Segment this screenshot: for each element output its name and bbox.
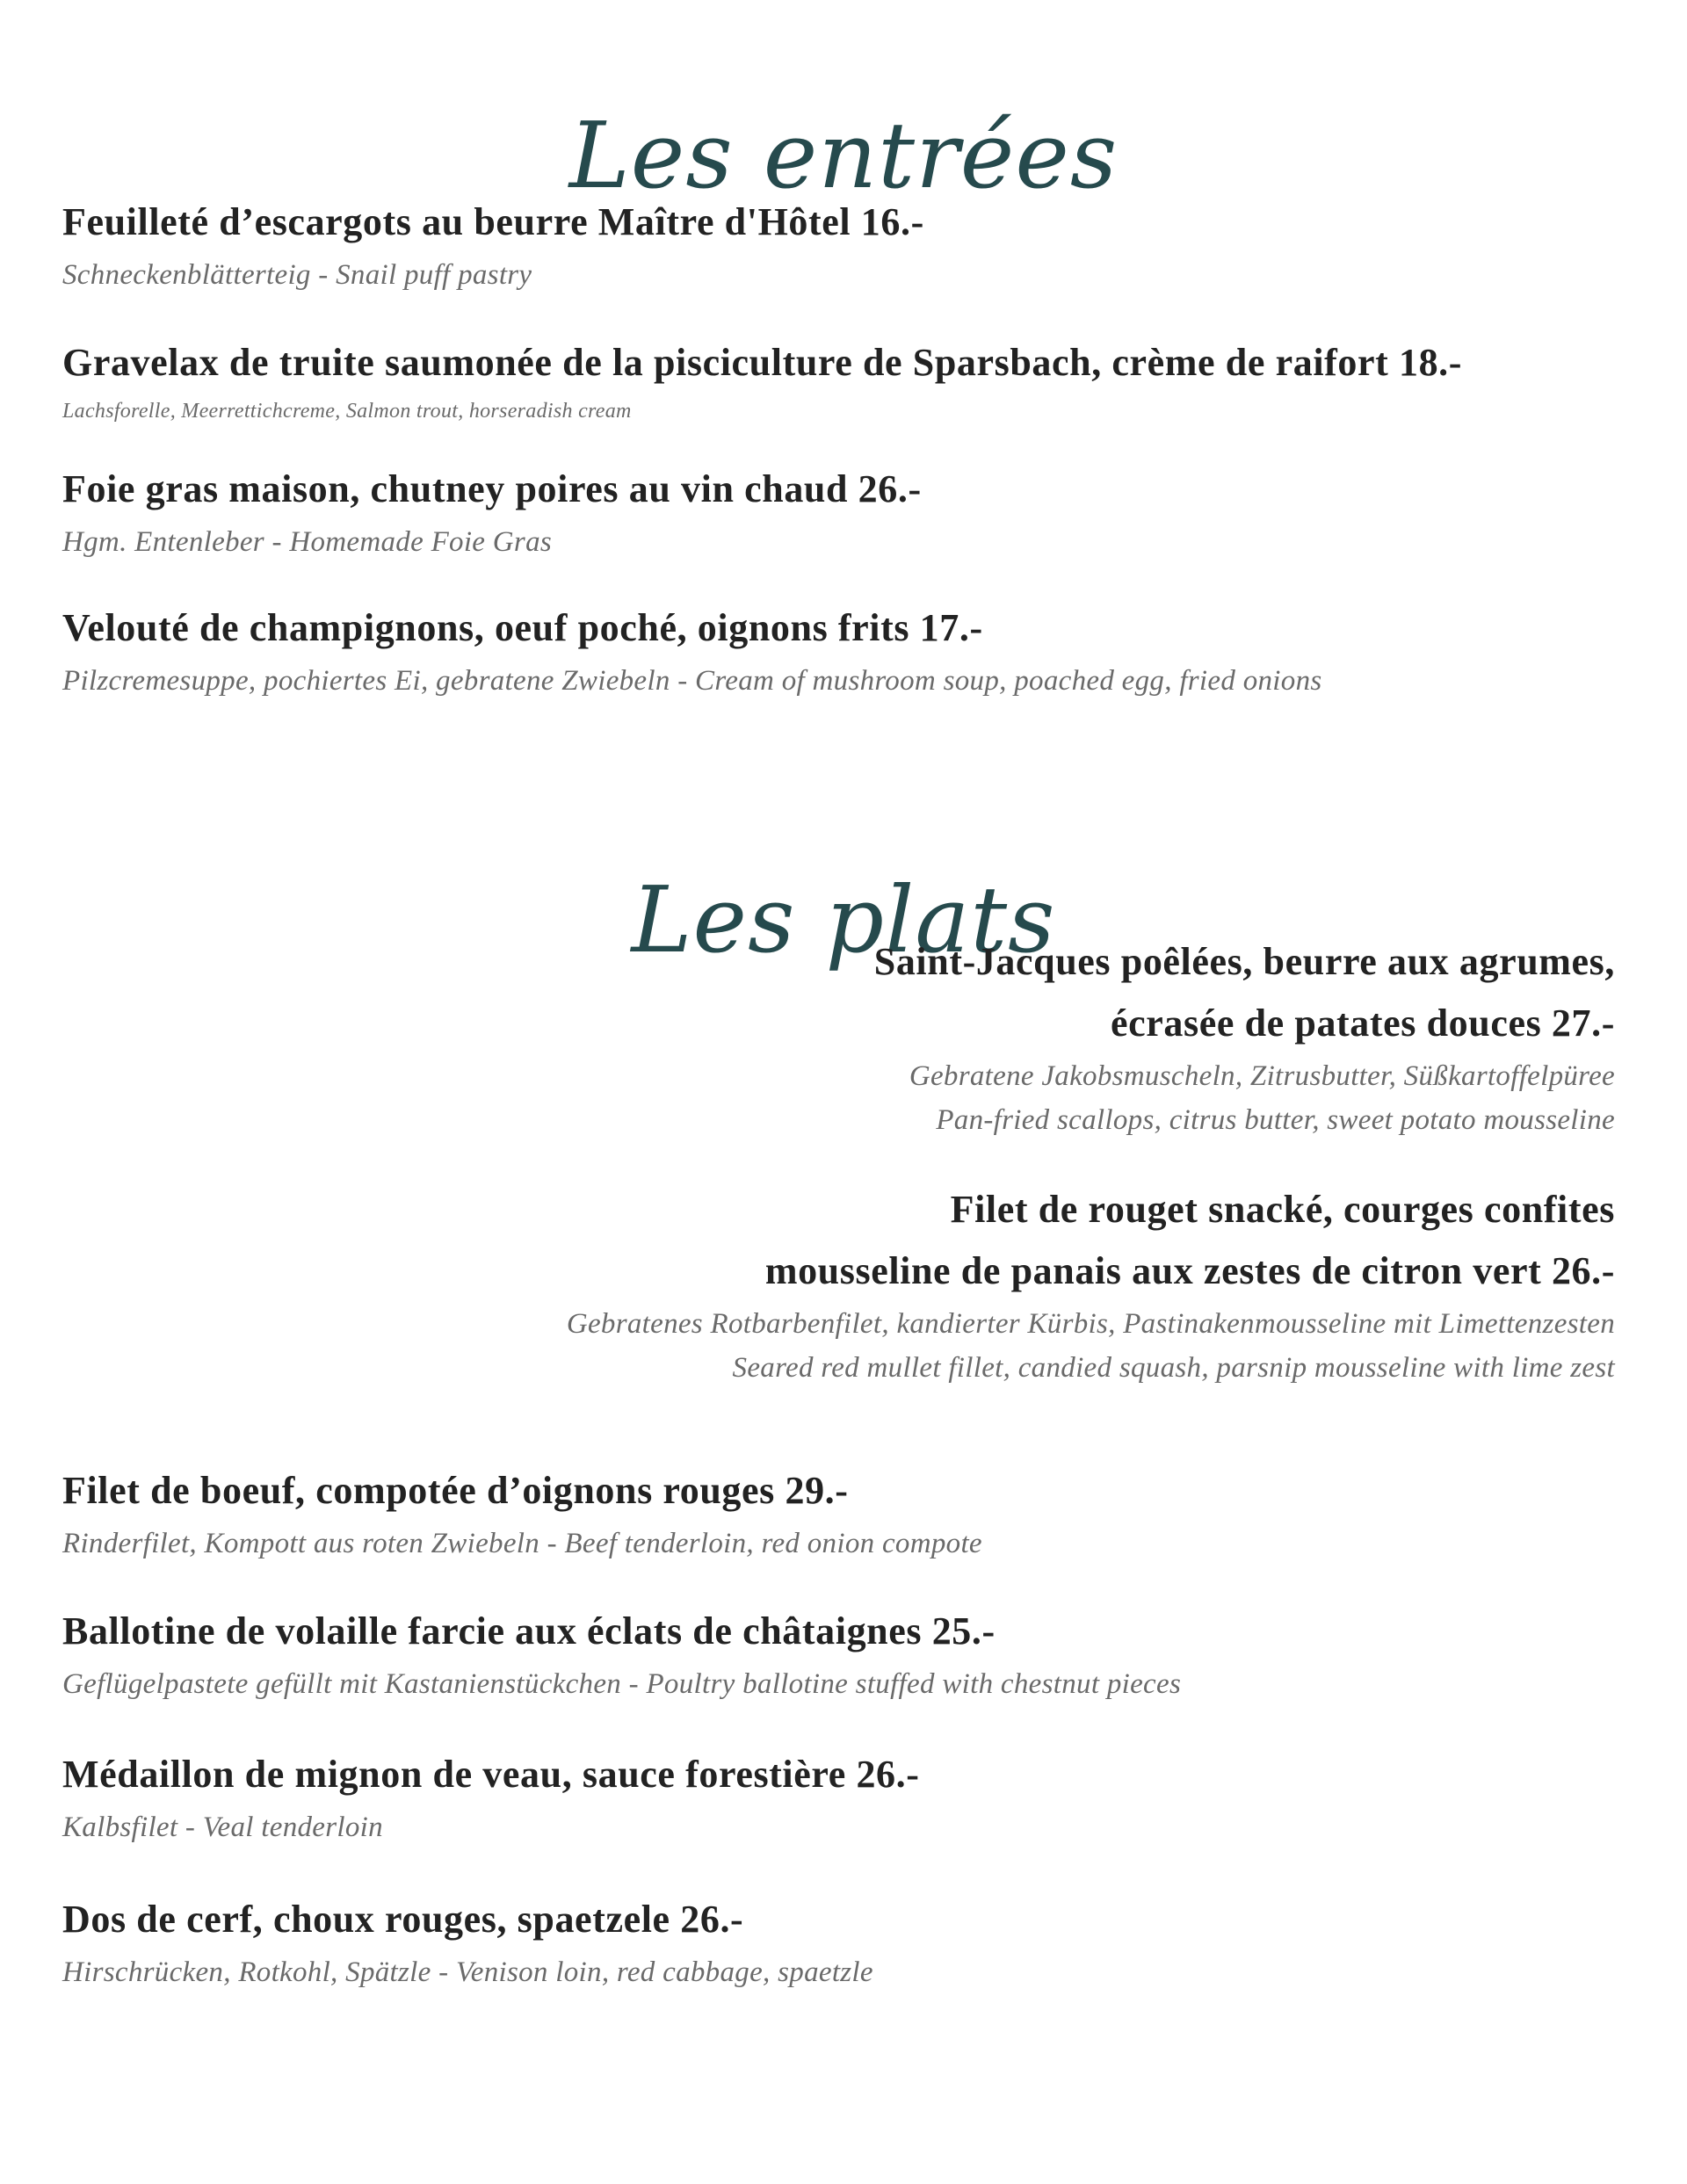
- dish-name: Gravelax de truite saumonée de la pisciculture de Sparsbach, crème de raifort 18.-: [62, 341, 1463, 384]
- dish-description: Lachsforelle, Meerrettichcreme, Salmon trout, horseradish cream: [62, 400, 632, 423]
- dish-name: Dos de cerf, choux rouges, spaetzele 26.-: [62, 1898, 744, 1941]
- dish-name: Feuilleté d’escargots au beurre Maître d'Hôtel 16.-: [62, 200, 924, 243]
- dish-name-line1: Saint-Jacques poêlées, beurre aux agrumes,: [873, 940, 1615, 983]
- dish-description: Pilzcremesuppe, pochiertes Ei, gebratene Zwiebeln - Cream of mushroom soup, poached egg, fried onions: [62, 665, 1322, 697]
- dish-name: Foie gras maison, chutney poires au vin chaud 26.-: [62, 467, 922, 510]
- menu-item: [62, 192, 924, 297]
- dish-description: Schneckenblätterteig - Snail puff pastry: [62, 259, 532, 291]
- dish-name: Velouté de champignons, oeuf poché, oignons frits 17.-: [62, 606, 983, 649]
- menu-item: [62, 1460, 982, 1566]
- dish-description-line2: Seared red mullet fillet, candied squash, parsnip mousseline with lime zest: [732, 1352, 1615, 1384]
- section-title-entrees: Les entrées: [568, 101, 1119, 209]
- menu-item: [62, 1744, 920, 1849]
- menu-item: [62, 459, 922, 564]
- dish-name: Ballotine de volaille farcie aux éclats de châtaignes 25.-: [62, 1609, 996, 1652]
- section-title-plats: Les plats: [631, 865, 1056, 973]
- dish-description-line2: Pan-fried scallops, citrus butter, sweet potato mousseline: [936, 1104, 1615, 1136]
- dish-description: Hirschrücken, Rotkohl, Spätzle - Venison loin, red cabbage, spaetzle: [62, 1956, 873, 1988]
- dish-name: Filet de boeuf, compotée d’oignons rouges 29.-: [62, 1469, 849, 1512]
- dish-description: Rinderfilet, Kompott aus roten Zwiebeln - Beef tenderloin, red onion compote: [62, 1528, 982, 1559]
- dish-name-line2: écrasée de patates douces 27.-: [1111, 1002, 1615, 1045]
- menu-item: [62, 332, 1462, 429]
- dish-name-line2: mousseline de panais aux zestes de citron vert 26.-: [764, 1249, 1615, 1292]
- dish-description: Geflügelpastete gefüllt mit Kastanienstückchen - Poultry ballotine stuffed with chestnut pieces: [62, 1668, 1182, 1700]
- dish-description: Kalbsfilet - Veal tenderloin: [62, 1812, 383, 1843]
- menu-item: [62, 1601, 1181, 1706]
- dish-name-line1: Filet de rouget snacké, courges confites: [950, 1188, 1615, 1231]
- dish-description: Hgm. Entenleber - Homemade Foie Gras: [62, 526, 553, 558]
- dish-description-line1: Gebratenes Rotbarbenfilet, kandierter Kürbis, Pastinakenmousseline mit Limettenzesten: [566, 1308, 1615, 1340]
- featured-menu-item: [874, 931, 1615, 1142]
- menu-item: [62, 597, 1322, 703]
- featured-menu-item: [567, 1179, 1615, 1390]
- dish-description-line1: Gebratene Jakobsmuscheln, Zitrusbutter, Süßkartoffelpüree: [909, 1060, 1615, 1092]
- menu-item: [62, 1889, 873, 1994]
- dish-name: Médaillon de mignon de veau, sauce forestière 26.-: [62, 1753, 920, 1796]
